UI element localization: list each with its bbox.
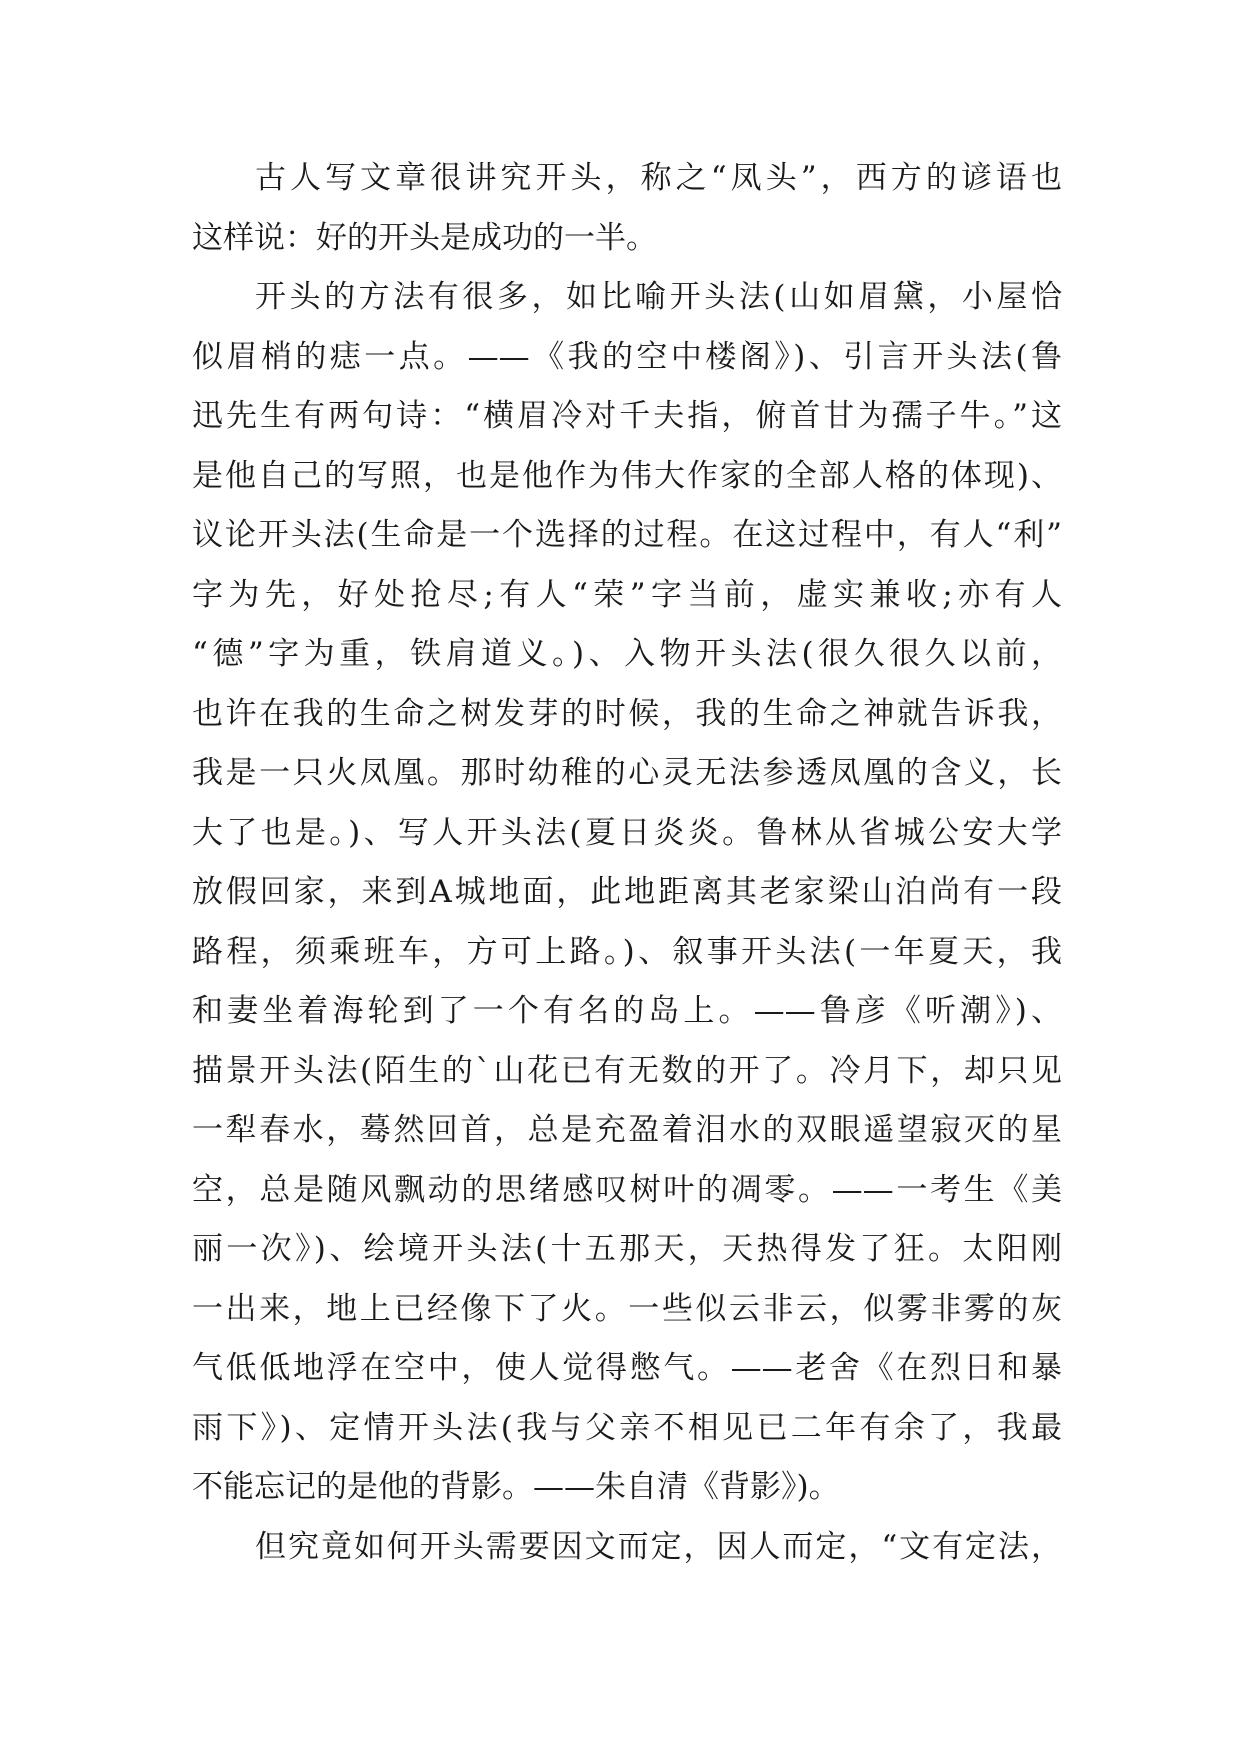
text-line: “德”字为重，铁肩道义。)、入物开头法(很久很久以前，	[192, 636, 1062, 672]
text-line: 这样说：好的开头是成功的一半。	[192, 220, 657, 256]
text-line: 和妻坐着海轮到了一个有名的岛上。——鲁彦《听潮》)、	[192, 993, 1062, 1029]
text-line: 是他自己的写照，也是他作为伟大作家的全部人格的体现)、	[192, 458, 1062, 494]
text-line: 一犁春水，蓦然回首，总是充盈着泪水的双眼遥望寂灭的星	[192, 1112, 1062, 1148]
text-line: 开头的方法有很多，如比喻开头法(山如眉黛，小屋恰	[255, 279, 1062, 315]
text-line: 放假回家，来到A城地面，此地距离其老家梁山泊尚有一段	[192, 874, 1062, 910]
text-line: 也许在我的生命之树发芽的时候，我的生命之神就告诉我，	[192, 696, 1062, 732]
text-line: 雨下》)、定情开头法(我与父亲不相见已二年有余了，我最	[192, 1410, 1062, 1446]
text-line: 空，总是随风飘动的思绪感叹树叶的凋零。——一考生《美	[192, 1172, 1062, 1208]
text-line: 不能忘记的是他的背影。——朱自清《背影》)。	[192, 1469, 840, 1505]
text-line: 古人写文章很讲究开头，称之“凤头”，西方的谚语也	[255, 160, 1062, 196]
text-line: 我是一只火凤凰。那时幼稚的心灵无法参透凤凰的含义，长	[192, 755, 1062, 791]
text-line: 大了也是。)、写人开头法(夏日炎炎。鲁林从省城公安大学	[192, 815, 1062, 851]
text-line: 议论开头法(生命是一个选择的过程。在这过程中，有人“利”	[192, 517, 1062, 553]
text-line: 似眉梢的痣一点。——《我的空中楼阁》)、引言开头法(鲁	[192, 339, 1062, 375]
text-line: 路程，须乘班车，方可上路。)、叙事开头法(一年夏天，我	[192, 934, 1062, 970]
text-line: 气低低地浮在空中，使人觉得憋气。——老舍《在烈日和暴	[192, 1350, 1062, 1386]
text-line: 字为先，好处抢尽;有人“荣”字当前，虚实兼收;亦有人	[192, 577, 1062, 613]
text-line: 一出来，地上已经像下了火。一些似云非云，似雾非雾的灰	[192, 1291, 1062, 1327]
text-line: 迅先生有两句诗：“横眉冷对千夫指，俯首甘为孺子牛。”这	[192, 398, 1062, 434]
text-line: 描景开头法(陌生的`山花已有无数的开了。冷月下，却只见	[192, 1053, 1062, 1089]
text-line: 丽一次》)、绘境开头法(十五那天，天热得发了狂。太阳刚	[192, 1231, 1062, 1267]
text-line: 但究竟如何开头需要因文而定，因人而定，“文有定法，	[255, 1529, 1062, 1565]
